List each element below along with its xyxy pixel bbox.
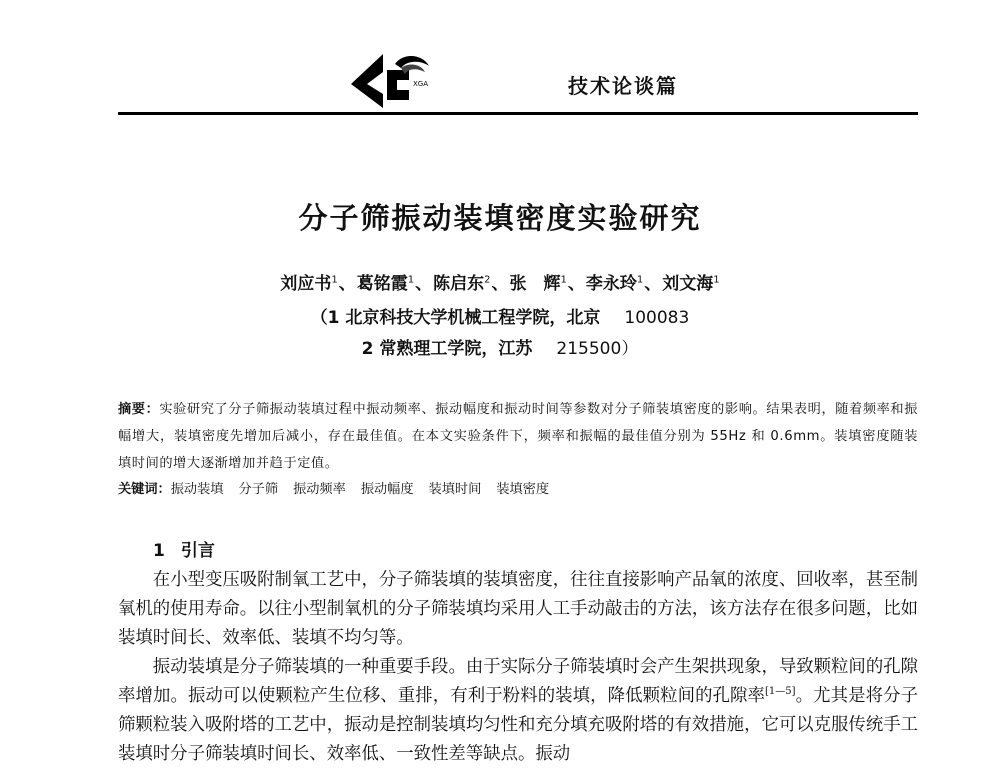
affiliation-2: 2 常熟理工学院，江苏 215500） <box>361 339 639 359</box>
author: 葛铭霞$^1$ <box>356 274 415 294</box>
journal-section-label: 技术论谈篇 <box>568 74 678 98</box>
keyword: 分子筛 <box>238 482 279 497</box>
abstract <box>118 396 918 477</box>
keyword: 振动幅度 <box>360 482 414 497</box>
header-rule <box>118 112 918 115</box>
journal-logo-icon <box>343 50 443 112</box>
logo-text: XGA <box>413 80 429 88</box>
abstract-text: 实验研究了分子筛振动装填过程中振动频率、振动幅度和振动时间等参数对分子筛装填密度的影响。结果表明，随着频率和振幅增大，装填密度先增加后减小，存在最佳值。在本文实验条件下，频率和振幅的最佳值分别为 55Hz 和 0.6mm。装填密度随装填时间的增大逐渐增加并趋于定值。 <box>118 402 918 471</box>
postal-code: 215500） <box>556 339 639 359</box>
body-paragraph: 在小型变压吸附制氧工艺中，分子筛装填的装填密度，往往直接影响产品氧的浓度、回收率，甚至制氧机的使用寿命。以往小型制氧机的分子筛装填均采用人工手动敲击的方法，该方法存在很多问题，比如装填时间长、效率低、装填不均匀等。 <box>118 570 918 648</box>
keyword: 振动装填 <box>170 482 224 497</box>
section-title: 引言 <box>180 541 215 561</box>
keywords <box>118 476 918 503</box>
author: 陈启东$^2$ <box>433 274 491 294</box>
keyword: 装填时间 <box>428 482 482 497</box>
author: 刘文海$^1$ <box>662 274 720 294</box>
author: 张 辉$^1$ <box>509 274 567 294</box>
postal-code: 100083 <box>624 308 690 328</box>
author: 李永玲$^1$ <box>585 274 644 294</box>
citation: [1—5] <box>765 686 796 698</box>
body-paragraph: 振动装填是分子筛装填的一种重要手段。由于实际分子筛装填时会产生架拱现象，导致颗粒间的孔隙率增加。振动可以使颗粒产生位移、重排，有利于粉料的装填，降低颗粒间的孔隙率[1—5]。尤其是将分子筛颗粒装入吸附塔的工艺中，振动是控制装填均匀性和充分填充吸附塔的有效措施，它可以克服传统手工装填时分子筛装填时间长、效率低、一致性差等缺点。振动 <box>118 657 918 764</box>
author: 刘应书$^1$ <box>280 274 338 294</box>
keywords-label: 关键词： <box>118 482 171 497</box>
affiliation-1: （1 北京科技大学机械工程学院，北京 100083 <box>310 308 690 328</box>
section-number: 1 <box>153 541 165 561</box>
keyword: 振动频率 <box>293 482 346 497</box>
journal-logo <box>343 50 443 112</box>
article-title: 分子筛振动装填密度实验研究 <box>298 201 702 235</box>
author-list: 刘应书$^1$、葛铭霞$^1$、陈启东$^2$、张 辉$^1$、李永玲$^1$、刘文海$^1$ <box>280 274 720 294</box>
section-heading <box>153 536 215 561</box>
abstract-label: 摘要： <box>118 402 160 417</box>
keyword: 装填密度 <box>496 482 550 497</box>
